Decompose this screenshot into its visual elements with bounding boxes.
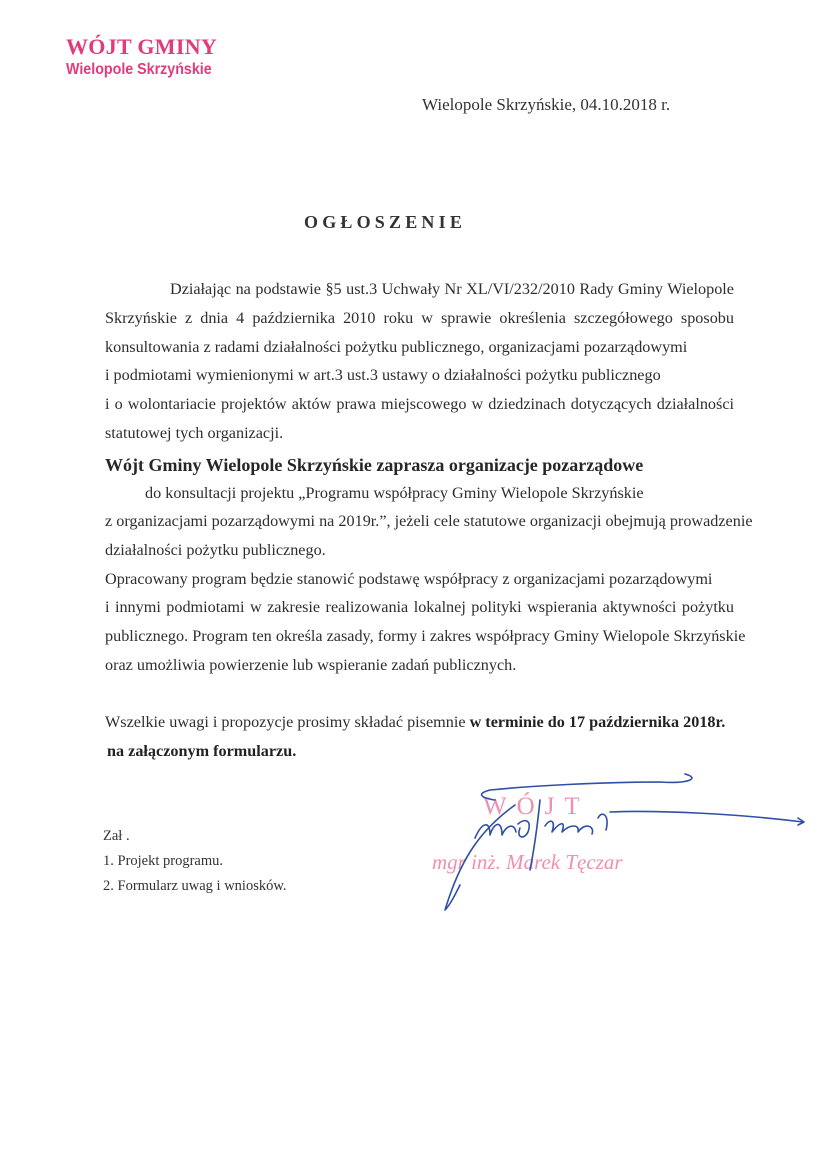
paragraph-line: i innymi podmiotami w zakresie realizowania lokalnej polityki wspierania aktywności pożytku — [105, 598, 734, 616]
paragraph-line: statutowej tych organizacji. — [105, 424, 284, 442]
paragraph-line: i o wolontariacie projektów aktów prawa miejscowego w dziedzinach dotyczących działalności — [105, 395, 734, 413]
paragraph-line: oraz umożliwia powierzenie lub wspieranie zadań publicznych. — [105, 656, 517, 674]
attachment-item: 2. Formularz uwag i wniosków. — [103, 878, 287, 894]
paragraph-line: z organizacjami pozarządowymi na 2019r.”, jeżeli cele statutowe organizacji obejmują prowadzenie — [105, 512, 753, 530]
paragraph-line: i podmiotami wymienionymi w art.3 ust.3 ustawy o działalności pożytku publicznego — [105, 366, 661, 384]
invitation-heading: Wójt Gminy Wielopole Skrzyńskie zaprasza organizacje pozarządowe — [105, 455, 644, 475]
place-date: Wielopole Skrzyńskie, 04.10.2018 r. — [422, 95, 671, 114]
paragraph-line: do konsultacji projektu „Programu współpracy Gminy Wielopole Skrzyńskie — [145, 484, 644, 502]
document-heading: OGŁOSZENIE — [304, 212, 467, 232]
attachment-item: 1. Projekt programu. — [103, 853, 224, 869]
paragraph-line: działalności pożytku publicznego. — [105, 541, 326, 559]
deadline-prefix: Wszelkie uwagi i propozycje prosimy składać pisemnie — [105, 713, 470, 731]
paragraph-line: konsultowania z radami działalności pożytku publicznego, organizacjami pozarządowymi — [105, 338, 688, 356]
paragraph-line: Działając na podstawie §5 ust.3 Uchwały Nr XL/VI/232/2010 Rady Gminy Wielopole — [170, 280, 734, 298]
stamp-subtitle: Wielopole Skrzyńskie — [66, 61, 212, 78]
deadline-date: w terminie do 17 października 2018r. — [469, 713, 726, 731]
stamp-title: WÓJT GMINY — [66, 34, 218, 59]
paragraph-line: Opracowany program będzie stanowić podstawę współpracy z organizacjami pozarządowymi — [105, 570, 713, 588]
handwritten-signature-icon — [420, 760, 820, 920]
attachments-label: Zał . — [103, 828, 130, 844]
deadline-text — [105, 713, 725, 732]
signature-stamp-name: mgr inż. Marek Tęczar — [432, 850, 623, 874]
signature-stamp-title: WÓJT — [483, 793, 590, 820]
paragraph-line: Skrzyńskie z dnia 4 października 2010 roku w sprawie określenia szczegółowego sposobu — [105, 309, 734, 327]
deadline-form: na załączonym formularzu. — [107, 742, 297, 760]
paragraph-line: publicznego. Program ten określa zasady, formy i zakres współpracy Gminy Wielopole Skrzyńskie — [105, 627, 746, 645]
